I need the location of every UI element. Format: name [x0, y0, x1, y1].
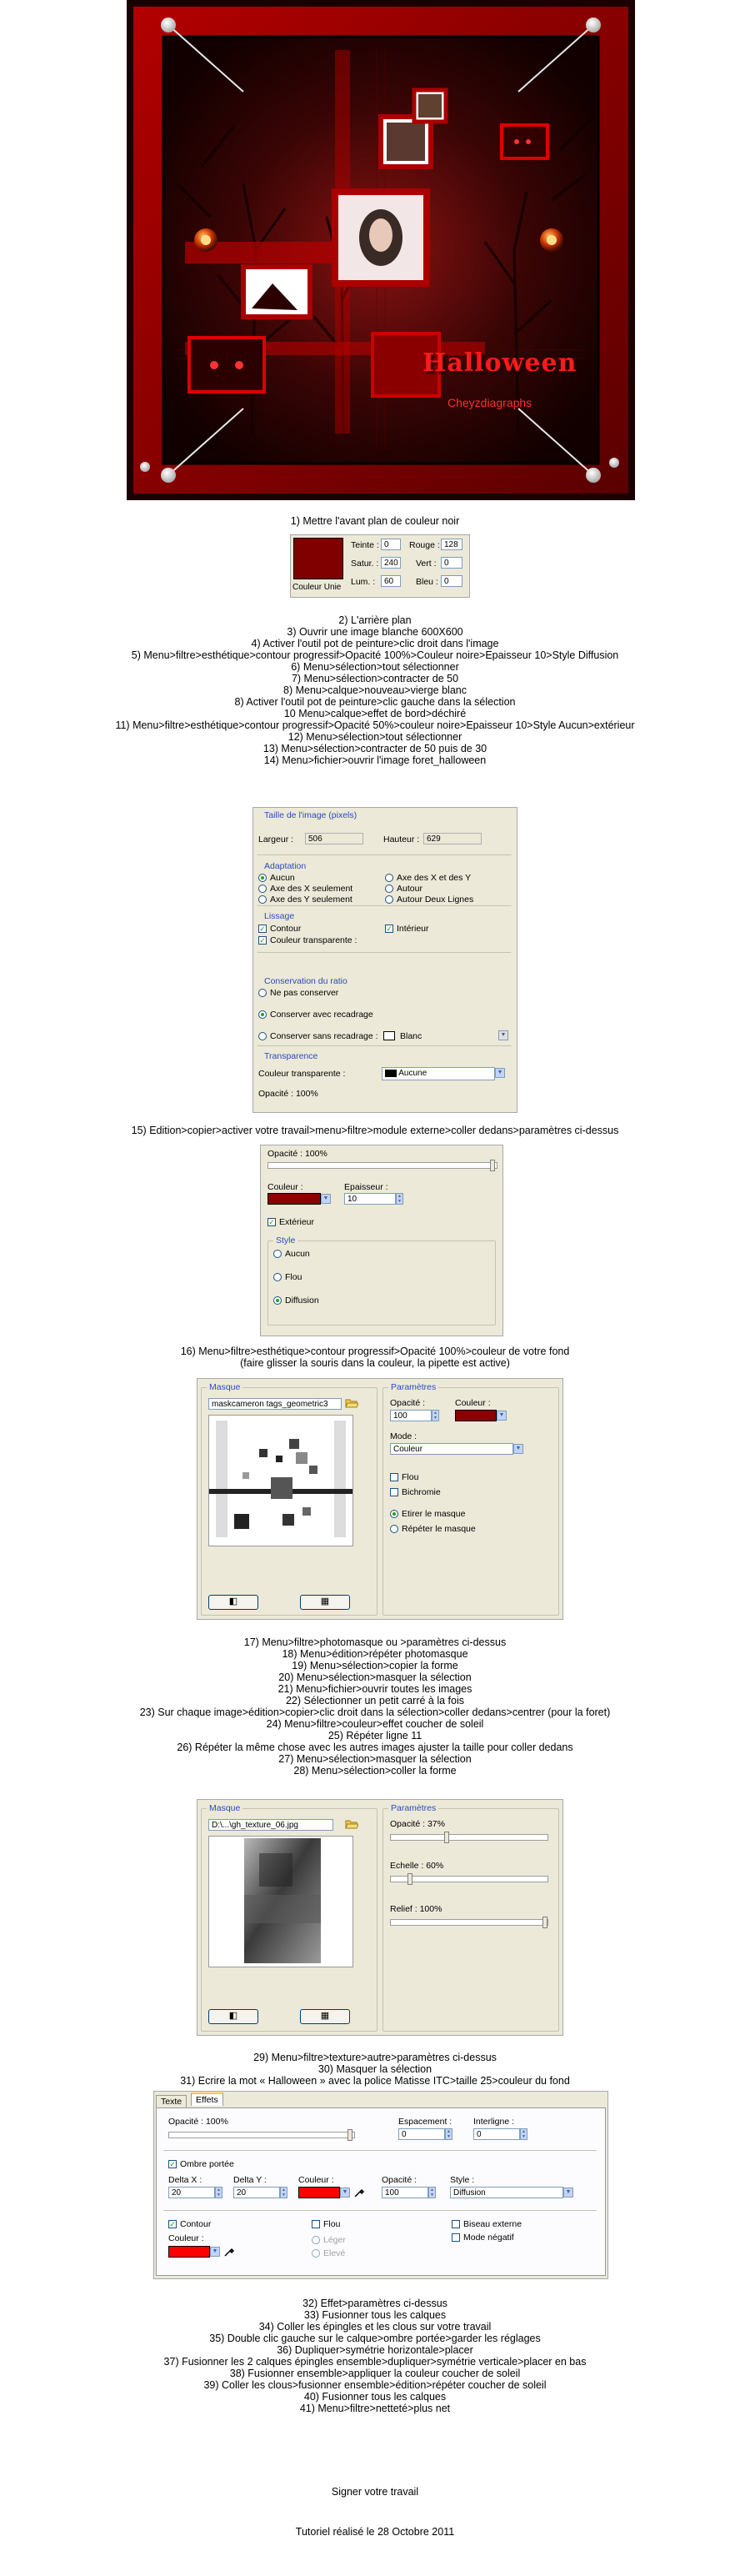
relief-slider[interactable] — [390, 1919, 548, 1926]
step-line: 14) Menu>fichier>ouvrir l'image foret_halloween — [263, 754, 487, 766]
step-line: 34) Coller les épingles et les clous sur votre travail — [258, 2321, 492, 2333]
ombre-checkbox[interactable]: ✓ — [169, 2160, 176, 2168]
masque-group-title: Masque — [207, 1382, 242, 1392]
texture-params-group — [382, 1803, 559, 2032]
adapt-x-label: Axe des X seulement — [270, 884, 353, 894]
step-line: 25) Répéter ligne 11 — [328, 1730, 422, 1742]
style-group-title: Style — [273, 1235, 298, 1245]
resize-dialog — [252, 807, 518, 1113]
texture-masque-title: Masque — [207, 1803, 242, 1813]
contour-opacite-label: Opacité : 100% — [268, 1149, 328, 1159]
adapt-group-title: Adaptation — [262, 861, 308, 871]
contour-color-swatch[interactable] — [268, 1193, 321, 1205]
espacement-label: Espacement : — [398, 2117, 452, 2127]
adapt-y-radio[interactable] — [258, 895, 267, 904]
transp-dropdown[interactable]: ▼ — [495, 1068, 505, 1078]
step-line: 32) Effet>paramètres ci-dessus — [302, 2298, 448, 2309]
divider — [163, 2210, 597, 2211]
etirer-label: Etirer le masque — [402, 1509, 466, 1519]
contour-checkbox[interactable]: ✓ — [259, 925, 266, 933]
exterieur-label: Extérieur — [279, 1217, 315, 1227]
ratio-crop-radio[interactable] — [258, 1010, 267, 1019]
folder-open-icon[interactable] — [345, 1818, 358, 1830]
step-line: 12) Menu>sélection>tout sélectionner — [288, 731, 462, 743]
text-opacite-label: Opacité : 100% — [168, 2117, 228, 2127]
ratio-crop-label: Conserver avec recadrage — [270, 1010, 373, 1020]
flou-label: Flou — [402, 1472, 419, 1482]
negatif-label: Mode négatif — [463, 2233, 514, 2243]
shadow-style-dropdown[interactable]: ▼ — [563, 2188, 573, 2198]
texture-preview — [208, 1836, 353, 1967]
transp-opacite-label: Opacité : 100% — [258, 1089, 318, 1099]
text-contour-checkbox[interactable]: ✓ — [169, 2220, 176, 2228]
style-group — [268, 1235, 496, 1326]
text-effects-dialog — [153, 2091, 608, 2279]
leger-label: Léger — [323, 2235, 346, 2245]
texture-params-title: Paramètres — [388, 1803, 438, 1813]
teinte-label: Teinte : — [351, 540, 379, 550]
mask-opacite-label: Opacité : — [390, 1398, 426, 1408]
tab-texte[interactable]: Texte — [156, 2095, 187, 2107]
texture-opacite-label: Opacité : 37% — [390, 1819, 445, 1829]
step-line: 33) Fusionner tous les calques — [303, 2309, 447, 2321]
mask-couleur-label: Couleur : — [455, 1398, 491, 1408]
texture-edit-button[interactable]: ▦ — [300, 2009, 350, 2024]
epaisseur-spinner[interactable]: ▲ ▼ — [396, 1193, 403, 1205]
bichromie-label: Bichromie — [402, 1487, 441, 1497]
step-line: 11) Menu>filtre>esthétique>contour progressif>Opacité 50%>couleur noire>Epaisseur 10>Style Aucun>extérieur — [115, 719, 635, 731]
transparence-group-title: Transparence — [262, 1051, 320, 1061]
interligne-spinner[interactable]: ▲ ▼ — [520, 2128, 528, 2140]
biseau-checkbox[interactable] — [452, 2220, 460, 2228]
adapt-deux-lignes-label: Autour Deux Lignes — [397, 895, 474, 905]
step-line: 19) Menu>sélection>copier la forme — [292, 1660, 458, 1671]
echelle-label: Echelle : 60% — [390, 1861, 444, 1871]
style-flou-radio[interactable] — [273, 1273, 282, 1281]
adapt-aucun-label: Aucun — [270, 873, 295, 883]
texture-dialog — [197, 1799, 563, 2036]
adapt-autour-label: Autour — [397, 884, 422, 894]
shadow-couleur-label: Couleur : — [298, 2175, 334, 2185]
ratio-color-label: Blanc — [400, 1031, 422, 1041]
divider — [163, 2150, 597, 2151]
deltax-spinner[interactable]: ▲ ▼ — [215, 2187, 222, 2198]
mask-color-swatch[interactable] — [455, 1410, 497, 1421]
contour-color-dropdown[interactable]: ▼ — [321, 1194, 331, 1204]
bichromie-checkbox[interactable] — [390, 1488, 398, 1496]
mask-opacite-field[interactable]: 100 — [390, 1410, 432, 1421]
ratio-color-swatch[interactable] — [383, 1031, 395, 1040]
interieur-label: Intérieur — [397, 924, 429, 934]
mask-dialog — [197, 1378, 563, 1620]
step-line: 2) L'arrière plan — [338, 614, 412, 626]
interieur-checkbox[interactable]: ✓ — [386, 925, 392, 933]
step-line: 27) Menu>sélection>masquer la sélection — [278, 1753, 472, 1765]
transp-color-swatch — [385, 1070, 397, 1077]
eleve-radio[interactable] — [312, 2249, 320, 2258]
step-line: 13) Menu>sélection>contracter de 50 puis de 30 — [262, 743, 488, 754]
effets-panel — [156, 2107, 606, 2276]
step-line: 41) Menu>filtre>netteté>plus net — [299, 2403, 451, 2414]
teinte-field[interactable]: 0 — [381, 539, 401, 550]
texture-masque-group — [201, 1803, 378, 2032]
steps-2-14 — [0, 614, 750, 766]
shadow-opacite-label: Opacité : — [382, 2175, 418, 2185]
bleu-label: Bleu : — [416, 577, 438, 587]
steps-29-31 — [0, 2052, 750, 2087]
vert-field[interactable]: 0 — [441, 557, 462, 569]
leger-radio[interactable] — [312, 2236, 320, 2244]
espacement-field[interactable]: 0 — [398, 2128, 445, 2140]
step-line: 10 Menu>calque>effet de bord>déchiré — [283, 708, 467, 719]
step-line: 26) Répéter la même chose avec les autres images ajuster la taille pour coller dedans — [177, 1742, 573, 1753]
sign-instruction: Signer votre travail — [331, 2486, 419, 2498]
text-opacite-slider[interactable] — [168, 2132, 355, 2138]
adapt-x-radio[interactable] — [258, 885, 267, 893]
shadow-color-swatch[interactable] — [298, 2187, 340, 2198]
step-line: 39) Coller les clous>fusionner ensemble>édition>répéter coucher de soleil — [203, 2379, 547, 2391]
step-line: 4) Activer l'outil pot de peinture>clic droit dans l'image — [251, 638, 499, 649]
lum-label: Lum. : — [351, 577, 376, 587]
step-line: 3) Ouvrir une image blanche 600X600 — [287, 626, 463, 638]
step-line: 8) Menu>calque>nouveau>vierge blanc — [283, 684, 467, 696]
shadow-style-label: Style : — [450, 2175, 475, 2185]
rouge-field[interactable]: 128 — [441, 539, 462, 550]
texture-file-field[interactable]: D:\...\gh_texture_06.jpg — [208, 1819, 333, 1831]
contour-couleur-label: Couleur : — [168, 2233, 204, 2243]
biseau-label: Biseau externe — [463, 2219, 522, 2229]
style-aucun-radio[interactable] — [273, 1250, 282, 1258]
step-15: 15) Edition>copier>activer votre travail>menu>filtre>module externe>coller dedans>paramètres ci-dessus — [131, 1125, 619, 1136]
footer: Tutoriel réalisé le 28 Octobre 2011 — [295, 2526, 455, 2538]
hauteur-field: 629 — [423, 833, 482, 844]
ombre-label: Ombre portée — [180, 2159, 234, 2169]
interligne-field[interactable]: 0 — [473, 2128, 520, 2140]
adapt-xy-label: Axe des X et des Y — [397, 873, 472, 883]
slider-thumb[interactable] — [542, 1917, 548, 1928]
mask-file-field[interactable]: maskcameron tags_geometric3 — [208, 1398, 342, 1410]
exterieur-checkbox[interactable]: ✓ — [268, 1218, 275, 1226]
echelle-slider[interactable] — [390, 1876, 548, 1882]
size-group — [257, 810, 512, 855]
slider-thumb[interactable] — [348, 2129, 352, 2141]
style-flou-label: Flou — [285, 1272, 302, 1282]
transp-select[interactable] — [382, 1067, 495, 1080]
tab-effets[interactable]: Effets — [191, 2092, 223, 2106]
color-preview-swatch — [293, 538, 343, 579]
shadow-style-select[interactable]: Diffusion — [450, 2187, 563, 2198]
transparence-group — [257, 1051, 512, 1107]
step-line: 24) Menu>filtre>couleur>effet coucher de soleil — [266, 1718, 484, 1730]
adapt-autour-radio[interactable] — [385, 885, 393, 893]
artwork-svg — [127, 0, 635, 500]
step-line: 40) Fusionner tous les calques — [303, 2391, 447, 2403]
step-line: 36) Dupliquer>symétrie horizontale>placer — [277, 2344, 473, 2356]
ratio-none-label: Ne pas conserver — [270, 988, 339, 998]
deltay-field[interactable]: 20 — [233, 2187, 280, 2198]
hauteur-label: Hauteur : — [383, 834, 420, 844]
slider-thumb[interactable] — [444, 1832, 449, 1843]
step-line: 5) Menu>filtre>esthétique>contour progressif>Opacité 100%>Couleur noire>Epaisseur 10>Style Diffusion — [131, 649, 619, 661]
vert-label: Vert : — [416, 559, 437, 569]
text-flou-checkbox[interactable] — [312, 2220, 320, 2228]
folder-open-icon[interactable] — [345, 1397, 358, 1409]
epaisseur-field[interactable]: 10 — [344, 1193, 396, 1205]
step-16: 16) Menu>filtre>esthétique>contour progressif>Opacité 100%>couleur de votre fond (faire glisser la souris dans la couleur, la pipette est active) — [180, 1346, 570, 1369]
ratio-color-dropdown[interactable]: ▼ — [498, 1030, 508, 1040]
text-flou-label: Flou — [323, 2219, 341, 2229]
contour-couleur-label: Couleur : — [268, 1182, 303, 1192]
interligne-label: Interligne : — [473, 2117, 515, 2127]
contour-label: Contour — [270, 924, 302, 934]
adapt-xy-radio[interactable] — [385, 874, 393, 882]
artwork-signature: Cheyzdiagraphs — [448, 396, 532, 409]
repeter-radio[interactable] — [390, 1525, 398, 1533]
artwork-halloween-text: Halloween — [422, 348, 578, 378]
deltax-field[interactable]: 20 — [168, 2187, 215, 2198]
adapt-group — [257, 861, 512, 906]
mask-opacite-spinner[interactable]: ▲ ▼ — [432, 1410, 439, 1421]
transp-label: Couleur transparente : — [258, 1069, 346, 1079]
repeter-label: Répéter le masque — [402, 1524, 476, 1534]
ratio-none-radio[interactable] — [258, 989, 267, 997]
steps-32-41 — [0, 2298, 750, 2414]
contour-opacite-slider[interactable] — [268, 1162, 498, 1169]
contour-dialog — [260, 1145, 503, 1336]
style-diffusion-label: Diffusion — [285, 1296, 319, 1306]
adapt-deux-lignes-radio[interactable] — [385, 895, 393, 904]
step-line: 31) Ecrire la mot « Halloween » avec la police Matisse ITC>taille 25>couleur du fond — [180, 2075, 570, 2087]
step-line: 8) Activer l'outil pot de peinture>clic gauche dans la sélection — [234, 696, 516, 708]
largeur-field: 506 — [305, 833, 363, 844]
epaisseur-label: Epaisseur : — [344, 1182, 388, 1192]
bleu-field[interactable]: 0 — [441, 575, 462, 587]
ratio-nocrop-label: Conserver sans recadrage : — [270, 1031, 378, 1041]
flou-checkbox[interactable] — [390, 1473, 398, 1481]
step-line: 6) Menu>sélection>tout sélectionner — [291, 661, 459, 673]
text-contour-label: Contour — [180, 2219, 212, 2229]
shadow-opacite-spinner[interactable]: ▲ ▼ — [428, 2187, 436, 2198]
mask-preview-svg — [209, 1416, 352, 1546]
ratio-group-title: Conservation du ratio — [262, 976, 350, 986]
params-group-title: Paramètres — [388, 1382, 438, 1392]
shadow-opacite-field[interactable]: 100 — [382, 2187, 428, 2198]
step-line: 23) Sur chaque image>édition>copier>clic droit dans la sélection>coller dedans>centrer (pour la foret) — [139, 1706, 611, 1718]
espacement-spinner[interactable]: ▲ ▼ — [445, 2128, 452, 2140]
texture-invert-button[interactable]: ◧ — [208, 2009, 258, 2024]
ratio-nocrop-radio[interactable] — [258, 1032, 267, 1040]
slider-thumb[interactable] — [490, 1160, 495, 1171]
color-dialog — [290, 534, 470, 598]
mask-preview — [208, 1415, 353, 1546]
halloween-artwork — [127, 0, 635, 500]
masque-group — [201, 1382, 378, 1616]
step-line: 20) Menu>sélection>masquer la sélection — [278, 1671, 472, 1683]
shadow-color-dropdown[interactable]: ▼ — [340, 2188, 350, 2198]
couleur-transparente-label: Couleur transparente : — [270, 935, 358, 945]
step-line: 17) Menu>filtre>photomasque ou >paramètres ci-dessus — [243, 1636, 507, 1648]
step-1: 1) Mettre l'avant plan de couleur noir — [290, 515, 460, 527]
negatif-checkbox[interactable] — [452, 2233, 460, 2242]
adapt-aucun-radio[interactable] — [258, 874, 267, 882]
step-line: 21) Menu>fichier>ouvrir toutes les images — [278, 1683, 472, 1695]
couleur-transparente-checkbox[interactable]: ✓ — [259, 936, 266, 945]
adapt-y-label: Axe des Y seulement — [270, 895, 352, 905]
satur-field[interactable]: 240 — [381, 557, 401, 569]
rouge-label: Rouge : — [409, 540, 440, 550]
slider-thumb[interactable] — [408, 1873, 412, 1885]
lum-field[interactable]: 60 — [381, 575, 401, 587]
step-line: 35) Double clic gauche sur le calque>ombre portée>garder les réglages — [209, 2333, 541, 2344]
texture-preview-svg — [209, 1837, 352, 1967]
eyedropper-icon[interactable] — [223, 2246, 235, 2258]
step-line: 18) Menu>édition>répéter photomasque — [282, 1648, 468, 1660]
mask-invert-button[interactable]: ◧ — [208, 1595, 258, 1610]
relief-label: Relief : 100% — [390, 1904, 442, 1914]
mode-label: Mode : — [390, 1431, 418, 1441]
size-group-title: Taille de l'image (pixels) — [262, 810, 359, 820]
etirer-radio[interactable] — [390, 1510, 398, 1518]
largeur-label: Largeur : — [258, 834, 294, 844]
contour-color-dropdown[interactable]: ▼ — [210, 2247, 220, 2257]
satur-label: Satur. : — [351, 559, 379, 569]
mode-select[interactable]: Couleur — [390, 1443, 513, 1455]
step-line: 22) Sélectionner un petit carré à la fois — [285, 1695, 464, 1706]
step-line: 29) Menu>filtre>texture>autre>paramètres ci-dessus — [253, 2052, 497, 2063]
params-group — [382, 1382, 559, 1616]
deltay-label: Delta Y : — [233, 2175, 267, 2185]
ratio-group — [257, 976, 512, 1046]
step-line: 28) Menu>sélection>coller la forme — [293, 1765, 457, 1777]
step-line: 30) Masquer la sélection — [318, 2063, 432, 2075]
mask-color-dropdown[interactable]: ▼ — [497, 1411, 507, 1421]
mask-edit-button[interactable]: ▦ — [300, 1595, 350, 1610]
deltax-label: Delta X : — [168, 2175, 202, 2185]
lissage-group — [257, 911, 512, 953]
steps-17-28 — [0, 1636, 750, 1777]
texture-opacite-slider[interactable] — [390, 1834, 548, 1841]
step-line: 37) Fusionner les 2 calques épingles ensemble>dupliquer>symétrie verticale>placer en bas — [163, 2356, 587, 2368]
lissage-group-title: Lissage — [262, 911, 297, 921]
contour-color-swatch[interactable] — [168, 2246, 210, 2258]
color-preview-label: Couleur Unie — [292, 583, 342, 592]
step-line: 38) Fusionner ensemble>appliquer la couleur coucher de soleil — [229, 2368, 521, 2379]
style-diffusion-radio[interactable] — [273, 1296, 282, 1305]
mode-dropdown[interactable]: ▼ — [513, 1444, 523, 1454]
transp-value: Aucune — [398, 1069, 428, 1078]
style-aucun-label: Aucun — [285, 1249, 310, 1259]
eleve-label: Elevé — [323, 2248, 346, 2258]
eyedropper-icon[interactable] — [353, 2187, 365, 2198]
deltay-spinner[interactable]: ▲ ▼ — [280, 2187, 288, 2198]
step-line: 7) Menu>sélection>contracter de 50 — [291, 673, 459, 684]
